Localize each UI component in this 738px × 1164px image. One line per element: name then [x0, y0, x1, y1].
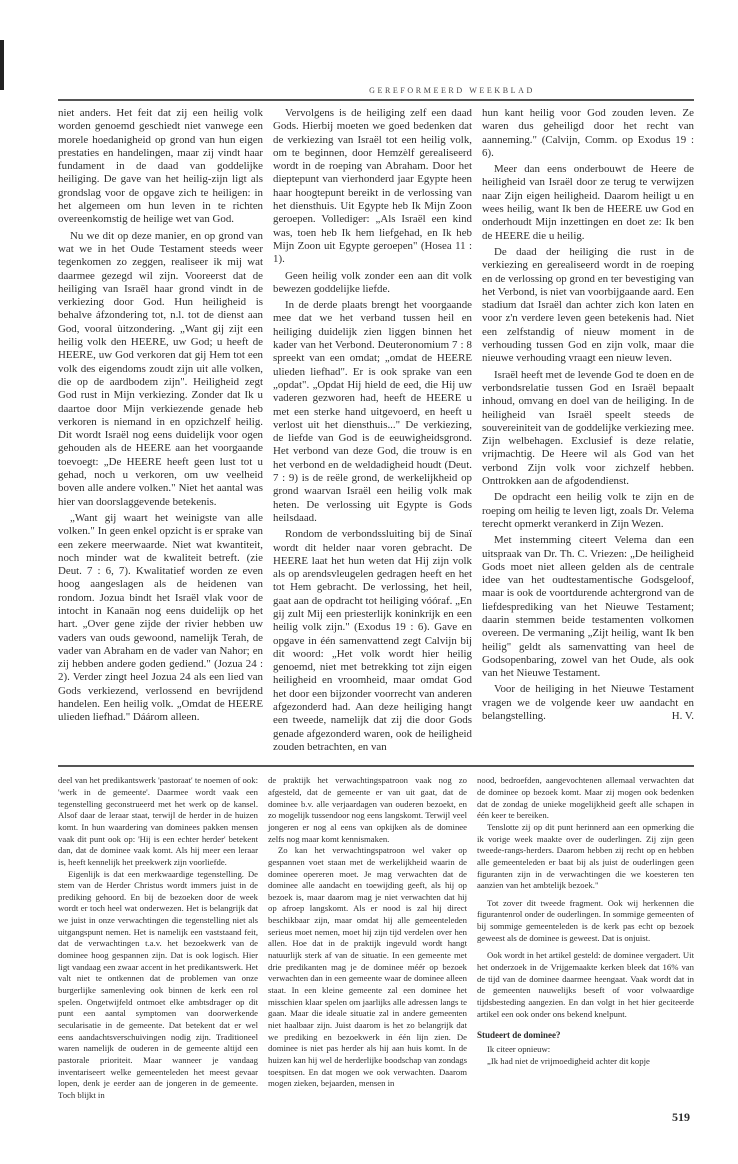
top-column-2 — [273, 107, 472, 757]
paragraph — [477, 1044, 694, 1056]
paragraph — [58, 512, 263, 725]
paragraph-text: Meer dan eens onderbouwt de Heere de heiligheid van Israël door ze terug te verwijzen naar Zijn eigen heiligheid. Daarom heiligt u en wees heilig, want Ik ben de HEERE uw God en onderhoudt Mijn inzettingen en doet ze: Ik ben de HEERE die u heilig. — [482, 163, 694, 242]
paragraph — [268, 775, 467, 845]
paragraph — [482, 683, 694, 723]
paragraph-text: „Want gij waart het weinigste van alle volken." In geen enkel opzicht is er sprake van een zekere meerwaarde. Niet wat kwantiteit, noch minder wat de kwaliteit betreft. (zie Deut. 7 : 6, 7). Kwalitatief worden ze even hoog aangeslagen als de heidenen van rondom. Jozua bindt het Israël vlak voor de intocht in Kanaän nog eens duidelijk op het hart. „Over gene zijde der rivier hebben uw vaders van ouds gewoond, namelijk Terah, de vader van Abraham en de vader van Nahor; en zij hebben andere goden gediend." (Jozua 24 : 2). Verder zingt heel Jozua 24 als een lied van Gods verkiezend, verlossend en bevrijdend handelen. Een heilig volk. „Omdat de HEERE ulieden liefhad." Dáárom alleen. — [58, 511, 263, 724]
paragraph — [482, 369, 694, 489]
paragraph — [482, 491, 694, 531]
paragraph-text: Voor de heiliging in het Nieuwe Testament vragen we de volgende keer uw aandacht en belangstelling. — [482, 683, 694, 723]
paragraph — [273, 270, 472, 297]
paragraph-text: Geen heilig volk zonder een aan dit volk bewezen goddelijke liefde. — [273, 269, 472, 295]
paragraph — [268, 845, 467, 1090]
paragraph — [273, 107, 472, 267]
newspaper-page — [58, 0, 694, 1164]
paragraph-text: In de derde plaats brengt het voorgaande mee dat we het verband tussen heil en heiliging duidelijk zien liggen binnen het kader van het Verbond. Deuteronomium 7 : 8 spreekt van een omdat; „omdat de HEERE ulieden liefhad". Er is ook sprake van een „opdat". „Opdat Hij hield de eed, die Hij uw vaderen gezworen had, heeft de HEERE u met een sterke hand uitgevoerd, en heeft u verlost uit het diensthuis..." De verkiezing, de liefde van God is de eeuwigheidsgrond. Het verbond van deze God, die trouw is en het verbond en de weldadigheid houdt (Deut. 7 : 9) is de reële grond, de werkelijkheid op grond waarvan Israël een heilig volk mak heten. De verlossing uit Egypte is Gods heilsdaad. — [273, 299, 472, 524]
page-number: 519 — [672, 1109, 690, 1124]
paragraph — [273, 299, 472, 525]
paragraph — [482, 534, 694, 680]
header-rule — [58, 99, 694, 101]
paragraph-text: Met instemming citeert Velema dan een uitspraak van Dr. Th. C. Vriezen: „De heiligheid Gods moet niet alleen gelden als de centrale idee van het oudtestamentische Godsgeloof, maar is ook de voortdurende achtergrond van de liefdesprediking van het Nieuwe Testament; daarin stemmen beide testamenten volkomen overeen. De vermaning „Zijt heilig, want Ik ben heilig" geldt als samenvatting van heel de Godsopenbaring, zowel van het Oude, als ook van het Nieuwe Testament. — [482, 534, 694, 680]
paragraph-text: hun kant heilig voor God zouden leven. Ze waren dus geheiligd door het recht van aanneming." (Calvijn, Comm. op Exodus 19 : 6). — [482, 107, 694, 159]
bottom-column-3 — [477, 775, 694, 1067]
paragraph-text: deel van het predikantswerk 'pastoraat' te noemen of ook: 'werk in de gemeente'. Daarmee wordt vaak een tegenstelling geconstrueerd met het werk op de kansel. Alsof daar de leraar staat, terwijl de herder in de huizen komt. In hun waardering van dominees pakken mensen vaak dit punt ook op: 'Hij is een echter herder' betekent dan, dat de dominee vaak komt. Als hij meer een leraar is, heeft kennelijk het preekwerk zijn voorliefde. — [58, 775, 258, 867]
paragraph — [58, 775, 258, 868]
paragraph — [482, 163, 694, 243]
paragraph-text: niet anders. Het feit dat zij een heilig volk worden genoemd geschiedt niet vanwege een morele hoedanigheid op grond van hun eigen prestaties en handelingen, maar zij vindt haar fundament in de daad van goddelijke heiliging. De gave van het heilig-zijn ligt als grondslag voor de opgave zich te heiligen: in het algemeen om hun leven in te richten overeenkomstig de heilige wet van God. — [58, 107, 263, 226]
paragraph-text: Nu we dit op deze manier, en op grond van wat we in het Oude Testament steeds weer tegenkomen zo zeggen, realiseer ik mij wat daarmee gezegd wil zijn. Vooreerst dat de heiliging van Israël haar grond vindt in de verkiezing door God. Hun heiligheid is behalve áfzondering tot, n.l. tot de dienst aan God, vooral ùitzondering. „Want gij zijt een heilig volk den HEERE, uw God; u heeft de HEERE, uw God verkoren dat gij Hem tot een volk des eigendoms zoudt zijn uit alle volken, die op de aardbodem zijn". Heiligheid zegt God rust in Mijn verkiezing. Zonder dat Ik u daartoe door Mijn verkiezende genade heb verkoren is niemand in en opzichzelf heilig. Dit wordt Israël nog eens duidelijk voor ogen gehouden als de HEERE aan het voorgaande toevoegt: „De HEERE heeft geen lust tot u gehad, noch u verkoren, om uw veelheid boven alle andere volken." Niet het aantal was hier van doorslaggevende betekenis. — [58, 229, 263, 508]
paragraph-text: Ik citeer opnieuw: — [487, 1044, 551, 1055]
scan-edge-mark — [0, 40, 4, 90]
masthead: GEREFORMEERD WEEKBLAD — [369, 86, 535, 95]
paragraph — [58, 869, 258, 1102]
paragraph-text: Tenslotte zij op dit punt herinnerd aan een opmerking die ik vorige week maakte over de ouderlingen. Zij zijn geen tweede-rangs-herders. Daarom hebben zij recht op en hebben alle gemeenteleden er baat bij als juist de ouderlingen geen figuranten zijn in de verwachtingen die we koesteren ten aanzien van het ambtelijk bezoek." — [477, 821, 694, 891]
paragraph-text: nood, bedroefden, aangevochtenen allemaal verwachten dat de dominee op bezoek komt. Maar zij mogen ook bedenken dat de zondag de unieke mogelijkheid geeft alle schapen in één keer te bereiken. — [477, 775, 694, 821]
paragraph-text: De daad der heiliging die rust in de verkiezing en gerealiseerd wordt in de roeping en de verlossing op grond en ter bevestiging van het Verbond, is niet van voorbijgaande aard. Een stadium dat Israël dan achter zich kon laten en voor z'n verdere leven geen betekenis had. Niet een zelfstandig of nieuw moment in de verhouding tussen God en zijn volk, maar die nieuwe verhouding vraagt een nieuw leven. — [482, 245, 694, 365]
paragraph — [477, 950, 694, 1020]
paragraph — [482, 246, 694, 366]
section-heading: Studeert de dominee? — [477, 1030, 561, 1041]
paragraph-text: de praktijk het verwachtingspatroon vaak nog zo afgesteld, dat de gemeente er van uit gaat, dat de dominee b.v. alle verjaardagen van ouderen bezoekt, en zo mogelijk tussendoor nog eens langskomt. Terwijl veel jongeren er nog al eens van opkijken als de dominee zelfs nog maar komt kennismaken. — [268, 775, 467, 844]
top-column-1 — [58, 107, 263, 728]
top-column-3 — [482, 107, 694, 726]
paragraph-text: Zo kan het verwachtingspatroon wel vaker op gespannen voet staan met de werkelijkheid waarin de dominee opereren moet. Je mag verwachten dat de dominee alle aandacht en toewijding geeft, als hij op bezoek is, maar daarom mag je niet verwachten dat hij op afroep langskomt. Als er nood is zal hij direct beschikbaar zijn, maar omdat hij alle gemeenteleden serieus moet nemen, moet hij zijn tijd verdelen over hen allen. Hoe dat in de praktijk ingevuld wordt hangt natuurlijk sterk af van de situatie. In een gemeente met drie predikanten mag je de dominee méér op bezoek verwachten dan in een gemeente waar de dominee alleen staat. In een kleine gemeente zal een dominee het misschien klaar spelen om jaarlijks alle adressen langs te gaan. Maar die ideale situatie zal in andere gemeenten niet haalbaar zijn. Juist daarom is het zo belangrijk dat we prediking en bezoekwerk in één lijn zien. De dominee is niet pas herder als hij aan huis komt. In de huizen kan hij wel de herderlijke boodschap van zondags toespitsen. En dat mogen we ook verwachten. Daarom mogen zieken, bejaarden, mensen in — [268, 845, 467, 1089]
paragraph — [477, 822, 694, 892]
author-signature: H. V. — [671, 710, 694, 723]
article-top — [58, 107, 694, 757]
bottom-column-2 — [268, 775, 467, 1090]
paragraph-text: Vervolgens is de heiliging zelf een daad Gods. Hierbij moeten we goed bedenken dat de verkiezing van Israël tot een heilig volk, om te beginnen, door Hemzèlf gerealiseerd wordt in de roeping van Abraham. Door het dieptepunt van vierhonderd jaar Egypte heen haar hoogtepunt bereikt in de verlossing van het diensthuis. Uit Egypte heb Ik Mijn Zoon geroepen. Vollediger: „Als Israël een kind was, toen heb Ik hem liefgehad, en Ik heb Mijn Zoon uit Egypte geroepen" (Hosea 11 : 1). — [273, 107, 472, 266]
paragraph — [477, 1056, 694, 1068]
paragraph — [482, 107, 694, 160]
section-divider — [58, 765, 694, 767]
paragraph-text: Eigenlijk is dat een merkwaardige tegenstelling. De stem van de Herder Christus wordt immers juist in de prediking gehoord. En bij de bezoeken door de week wordt er toch heel wat onderwezen. Het is belangrijk dat we juist in onze verwachtingen die tegenstelling niet als uitgangspunt nemen. Het is namelijk een vaststaand feit, dat de verwachtingen t.a.v. het bezoekwerk van de dominee hoog gespannen zijn. Dat is ook logisch. Hier ligt vandaag een zwaar accent in het predikantswerk. Het valt niet te ontkennen dat de problemen van onze burgerlijke samenleving ook binnen de kerk een rol spelen. Ongetwijfeld ontmoet elke ambtsdrager op dit punt een aantal symptomen van doorwerkende secularisatie in de gemeente. Dat betekent dat er wel eens aandachtsverschuivingen nodig zijn. Traditioneel waren namelijk de ouderen in de gemeente altijd een pastorale prioriteit. Maar wanneer je vandaag inventariseert welke gemeenteleden het meest gevaar lopen, denk je eerder aan de jongeren in de gemeente. Toch blijkt in — [58, 868, 258, 1100]
paragraph — [273, 528, 472, 754]
paragraph — [58, 230, 263, 509]
paragraph-text: Tot zover dit tweede fragment. Ook wij herkennen die figurantenrol onder de ouderlingen. In sommige gemeenten of bij sommige gemeenteleden is de kerk pas echt op bezoek geweest als de dominee is geweest. Dat is onjuist. — [477, 897, 694, 943]
paragraph-text: Ook wordt in het artikel gesteld: de dominee vergadert. Uit het onderzoek in de Vrijgemaakte kerken bleek dat 16% van de tijd van de dominee daarmee heengaat. Vaak wordt dat in de gemeenten nauwelijks beseft of voor volwaardige tijdsbesteding aangezien. En dan volgt in het hier geciteerde artikel een ook onder ons bekend knelpunt. — [477, 950, 694, 1019]
paragraph-text: Israël heeft met de levende God te doen en de verbondsrelatie tussen God en Israël bepaalt inhoud, omvang en doel van de heiliging. In de heiligheid van Israël speelt steeds de souvereiniteit van de goddelijke verkiezing mee. Zijn welbehagen. Exclusief is deze relatie, vrijmachtig. De Heere wil als God van het verbond Zijn volk voor zichzelf hebben. Onttrokken aan de afgodendienst. — [482, 368, 694, 488]
bottom-column-1 — [58, 775, 258, 1101]
paragraph — [477, 775, 694, 822]
paragraph-text: Rondom de verbondssluiting bij de Sinaï wordt dit helder naar voren gebracht. De HEERE laat het hun weten dat Hij zijn volk als op arendsvleugelen gedragen heeft en het tot Hem gebracht. De verlossing, het heil, gaat aan de opdracht tot heiliging vóóraf. „En gij zult Mij een priesterlijk koninkrijk en een heilig volk zijn." (Exodus 19 : 6). Gave en opgave in één samenvattend zegt Calvijn bij dit woord: „Het volk wordt hier heilig genoemd, niet met betrekking tot zijn eigen heiligheid en vroomheid, maar omdat God het door een bijzonder voorrecht van anderen afgezonderd had. Aan deze heiliging hangt een tweede, namelijk dat zij die door Gods genade afgezonderd waren, ook de heiligheid zouden betrachten, en van — [273, 528, 472, 753]
paragraph — [477, 898, 694, 945]
paragraph — [58, 107, 263, 227]
paragraph-text: „Ik had niet de vrijmoedigheid achter dit kopje — [487, 1055, 650, 1066]
paragraph-text: De opdracht een heilig volk te zijn en de roeping om heilig te leven ligt, zoals Dr. Velema terecht opmerkt verankerd in Zijn Wezen. — [482, 491, 694, 530]
article-bottom — [58, 775, 694, 1101]
